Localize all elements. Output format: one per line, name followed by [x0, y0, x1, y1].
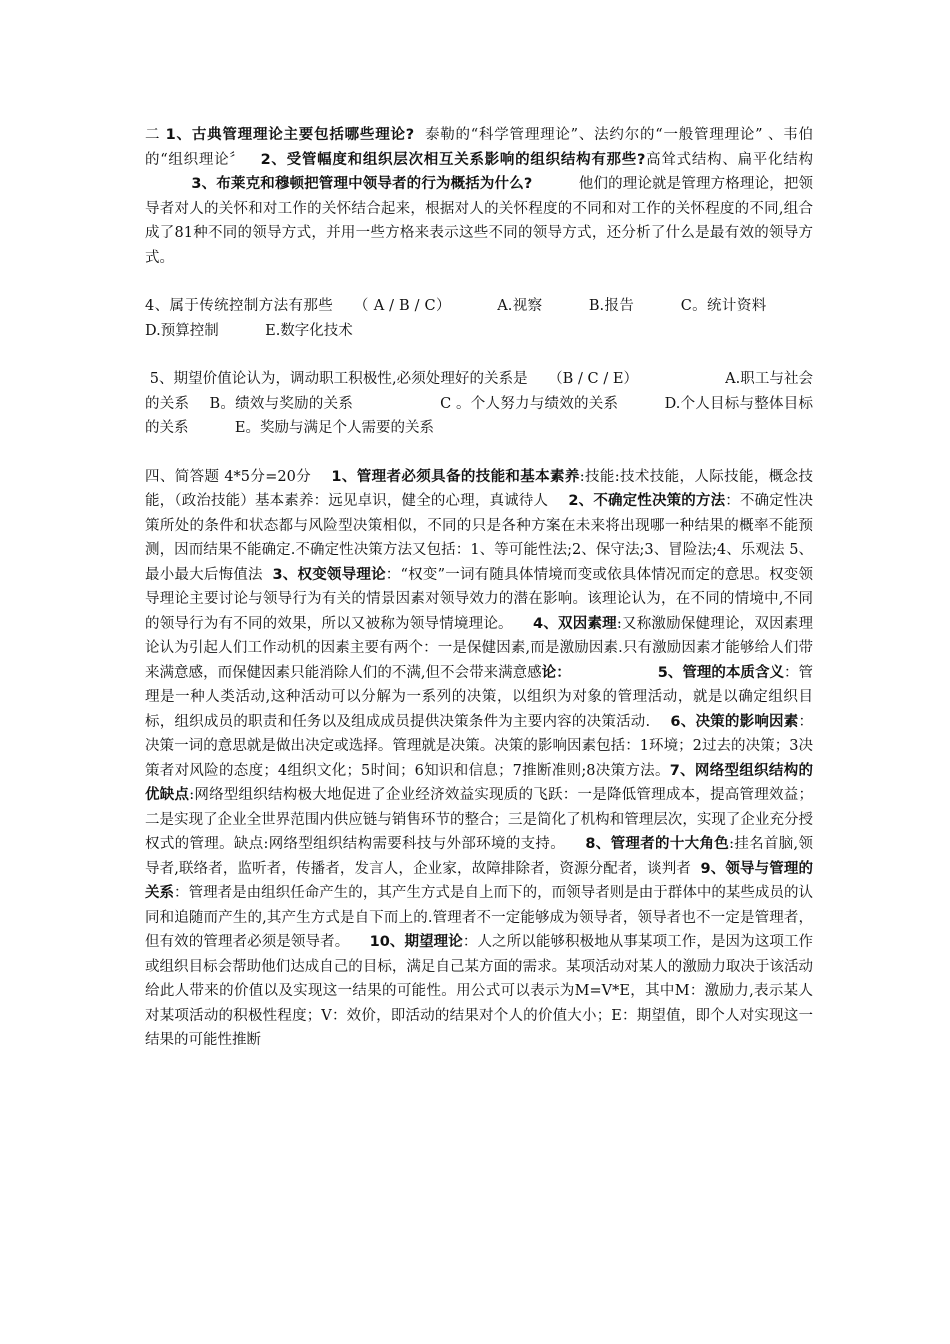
section-2-heading: 二	[145, 127, 161, 143]
short-answer-5-text: ：管理是一种人类活动,这种活动可以分解为一系列的决策，以组织为对象的管理活动，就是以确定组织目标，组织成员的职责和任务以及组成成员提供决策条件为主要内容的决策活动.	[145, 664, 814, 730]
choice-5-answer: （B / C / E）	[548, 371, 639, 387]
short-answer-1-text: :技能:技术技能，人际技能，概念技能，（政治技能）基本素养：远见卓识，健全的心理，真诚待人	[145, 468, 813, 509]
short-answer-8-text: :挂名首脑,领导者,联络者，监听者，传播者，发言人，企业家，故障排除者，资源分配者，谈判者	[145, 836, 813, 877]
choice-5-option-a: A.职工与社会的关系	[145, 371, 814, 412]
short-answer-8-heading: 8、管理者的十大角色	[585, 836, 730, 852]
question-3-heading: 3、布莱克和穆顿把管理中领导者的行为概括为什么?	[191, 176, 533, 192]
short-answer-6-text: ：决策一词的意思就是做出决定或选择。管理就是决策。决策的影响因素包括：1环境；2过去的决策；3决策者对风险的态度；4组织文化；5时间；6知识和信息；7推断准则;8决策方法。	[145, 713, 813, 779]
choice-question-5	[145, 367, 813, 441]
choice-5-option-b: B。绩效与奖励的关系	[209, 395, 354, 412]
short-answer-2-heading: 2、不确定性决策的方法	[568, 493, 726, 509]
short-answer-10-text: ：人之所以能够积极地从事某项工作，是因为这项工作或组织目标会帮助他们达成自己的目标，满足自己某方面的需求。某项活动对某人的激励力取决于该活动给此人带来的价值以及实现这一结果的可能性。用公式可以表示为M=V*E，其中M：激励力,表示某人对某项活动的积极性程度；V：效价，即活动的结果对个人的价值大小；E：期望值，即个人对实现这一结果的可能性推断	[145, 934, 814, 1048]
short-answer-7-heading: 7、网络型组织结构的优缺点	[145, 762, 813, 803]
question-2-heading: 2、受管幅度和组织层次相互关系影响的组织结构有那些?	[260, 151, 646, 168]
short-answer-2-text: ：不确定性决策所处的条件和状态都与风险型决策相似，不同的只是各种方案在未来将出现哪一种结果的概率不能预测，因而结果不能确定.不确定性决策方法又包括：1、等可能性法;2、保守法;3、冒险法;4、乐观法 5、最小最大后悔值法	[145, 493, 814, 583]
section-2-paragraph	[145, 123, 813, 270]
choice-4-option-e: E.数字化技术	[265, 322, 353, 339]
choice-5-option-c: C 。个人努力与绩效的关系	[440, 395, 619, 412]
short-answer-3-text: ：“权变”一词有随具体情境而变或依具体情况而定的意思。权变领导理论主要讨论与领导行为有关的情景因素对领导效力的潜在影响。该理论认为，在不同的情境中,不同的领导行为有不同的效果，所以又被称为领导情境理论。	[145, 566, 814, 632]
short-answer-1-heading: 1、管理者必须具备的技能和基本素养	[331, 468, 580, 485]
choice-4-option-b: B.报告	[588, 298, 635, 314]
choice-4-stem: 4、属于传统控制方法有那些	[145, 298, 334, 314]
short-answer-4-tail: 论：	[541, 664, 571, 681]
document-page	[145, 123, 813, 1053]
choice-4-option-d: D.预算控制	[145, 322, 219, 339]
section-4-heading: 四、简答题 4*5分=20分	[145, 468, 312, 485]
choice-4-option-c: C。统计资料	[680, 298, 767, 314]
short-answer-7-text: :网络型组织结构极大地促进了企业经济效益实现质的飞跃：一是降低管理成本，提高管理效益；二是实现了企业全世界范围内供应链与销售环节的整合；三是简化了机构和管理层次，实现了企业充分授权式的管理。缺点:网络型组织结构需要科技与外部环境的支持。	[145, 787, 814, 852]
short-answer-9-heading: 9、领导与管理的关系	[145, 860, 814, 901]
choice-5-option-d: D.个人目标与整体目标的关系	[145, 395, 814, 436]
short-answer-3-heading: 3、权变领导理论	[272, 566, 386, 583]
short-answer-4-heading: 4、双因素理	[533, 615, 617, 632]
choice-question-4	[145, 294, 813, 343]
choice-5-option-e: E。奖励与满足个人需要的关系	[234, 420, 434, 436]
answer-3-text: 他们的理论就是管理方格理论，把领导者对人的关怀和对工作的关怀结合起来，根据对人的关怀程度的不同和对工作的关怀程度的不同,组合成了81种不同的领导方式，并用一些方格来表示这些不同的领导方式，还分析了什么是最有效的领导方式。	[145, 176, 814, 266]
short-answer-9-text: ：管理者是由组织任命产生的，其产生方式是自上而下的，而领导者则是由于群体中的某些成员的认同和追随而产生的,其产生方式是自下而上的.管理者不一定能够成为领导者，领导者也不一定是管理者，但有效的管理者必须是领导者。	[145, 885, 813, 950]
short-answer-10-heading: 10、期望理论	[369, 934, 463, 950]
short-answer-4-text: :又称激励保健理论，双因素理论认为引起人们工作动机的因素主要有两个：一是保健因素,而是激励因素.只有激励因素才能够给人们带来满意感，而保健因素只能消除人们的不满,但不会带来满意感	[145, 615, 814, 681]
question-1-heading: 1、古典管理理论主要包括哪些理论?	[165, 127, 415, 143]
choice-4-option-a: A.视察	[497, 298, 543, 314]
choice-5-stem: 5、期望价值论认为，调动职工积极性,必须处理好的关系是	[149, 371, 528, 387]
answer-1-text: 泰勒的“科学管理理论”、法约尔的“一般管理理论” 、韦伯的“组织理论〞	[145, 127, 814, 168]
answer-2-text: 高耸式结构、扁平化结构	[645, 151, 814, 168]
short-answer-6-heading: 6、决策的影响因素	[670, 713, 799, 730]
choice-4-answer: （ A / B / C）	[353, 298, 451, 314]
short-answer-5-heading: 5、管理的本质含义	[657, 664, 784, 681]
section-4-paragraph	[145, 465, 813, 1053]
